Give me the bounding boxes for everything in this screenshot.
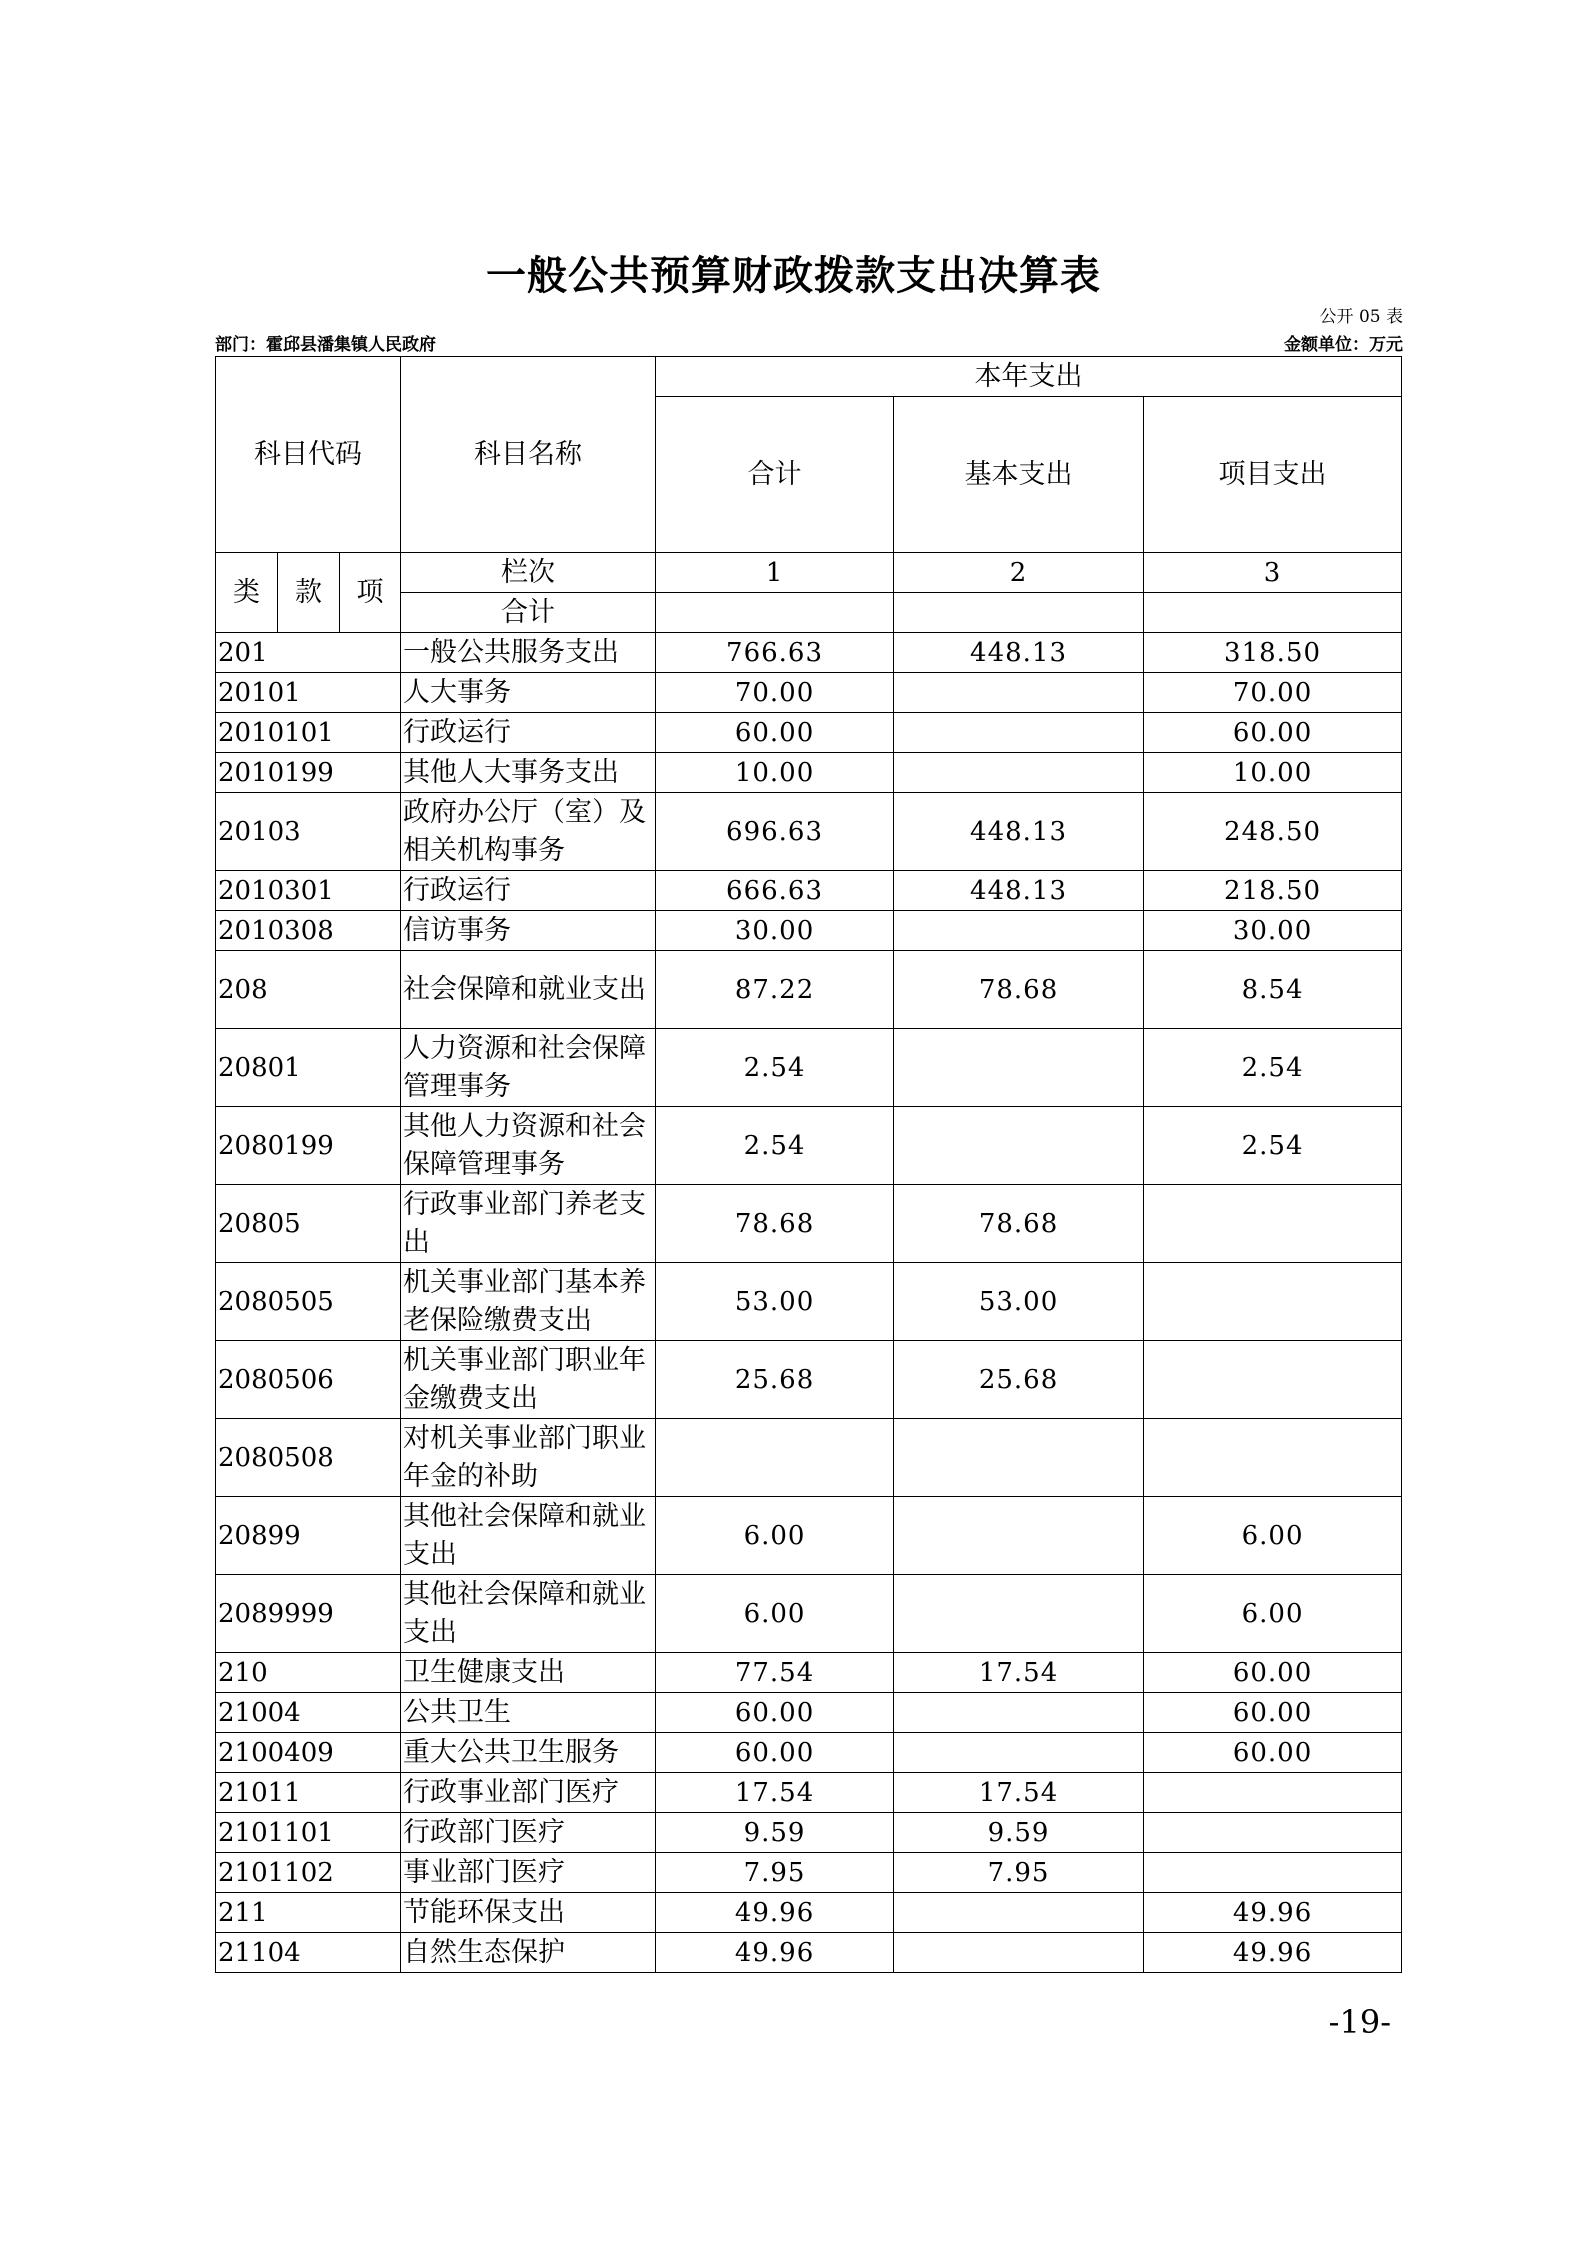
row-project: 60.00 [1144, 1653, 1402, 1693]
row-project [1144, 1813, 1402, 1853]
header-code: 科目代码 [216, 357, 401, 553]
row-basic: 25.68 [894, 1341, 1144, 1419]
table-row [216, 793, 1402, 871]
row-name: 人大事务 [401, 673, 656, 713]
header-xiang: 项 [340, 553, 401, 633]
row-code: 21011 [216, 1773, 401, 1813]
row-name: 行政部门医疗 [401, 1813, 656, 1853]
row-total: 60.00 [656, 1693, 894, 1733]
row-code: 2080508 [216, 1419, 401, 1497]
row-total: 10.00 [656, 753, 894, 793]
header-year-expense: 本年支出 [656, 357, 1402, 397]
row-project: 218.50 [1144, 871, 1402, 911]
row-name: 行政事业部门医疗 [401, 1773, 656, 1813]
row-basic [894, 1733, 1144, 1773]
row-basic: 17.54 [894, 1653, 1144, 1693]
column-1: 1 [656, 553, 894, 593]
header-project: 项目支出 [1144, 397, 1402, 553]
row-name: 卫生健康支出 [401, 1653, 656, 1693]
row-name: 公共卫生 [401, 1693, 656, 1733]
row-name: 社会保障和就业支出 [401, 951, 656, 1029]
table-row [216, 1653, 1402, 1693]
row-basic [894, 673, 1144, 713]
table-row [216, 1107, 1402, 1185]
row-project: 60.00 [1144, 1733, 1402, 1773]
row-code: 2080199 [216, 1107, 401, 1185]
column-label: 栏次 [401, 553, 656, 593]
row-code: 2101102 [216, 1853, 401, 1893]
row-project: 60.00 [1144, 1693, 1402, 1733]
table-row [216, 871, 1402, 911]
header-name: 科目名称 [401, 357, 656, 553]
row-code: 20805 [216, 1185, 401, 1263]
row-basic [894, 1107, 1144, 1185]
table-row [216, 713, 1402, 753]
department-label: 部门：霍邱县潘集镇人民政府 [215, 335, 436, 355]
row-name: 政府办公厅（室）及相关机构事务 [401, 793, 656, 871]
row-code: 208 [216, 951, 401, 1029]
column-3: 3 [1144, 553, 1402, 593]
row-project: 49.96 [1144, 1893, 1402, 1933]
row-project: 2.54 [1144, 1107, 1402, 1185]
row-total: 60.00 [656, 713, 894, 753]
row-basic [894, 1419, 1144, 1497]
row-total: 25.68 [656, 1341, 894, 1419]
form-number: 公开 05 表 [1319, 307, 1403, 327]
row-name: 其他人大事务支出 [401, 753, 656, 793]
row-basic: 448.13 [894, 793, 1144, 871]
row-name: 事业部门医疗 [401, 1853, 656, 1893]
row-project: 318.50 [1144, 633, 1402, 673]
row-name: 机关事业部门基本养老保险缴费支出 [401, 1263, 656, 1341]
table-row [216, 1497, 1402, 1575]
table-row [216, 1933, 1402, 1973]
header-kuan: 款 [278, 553, 340, 633]
row-basic [894, 1893, 1144, 1933]
row-total: 53.00 [656, 1263, 894, 1341]
table-row [216, 1733, 1402, 1773]
row-name: 对机关事业部门职业年金的补助 [401, 1419, 656, 1497]
row-project: 2.54 [1144, 1029, 1402, 1107]
row-total: 766.63 [656, 633, 894, 673]
row-total: 6.00 [656, 1497, 894, 1575]
row-project: 8.54 [1144, 951, 1402, 1029]
row-code: 20899 [216, 1497, 401, 1575]
row-project: 10.00 [1144, 753, 1402, 793]
row-basic: 78.68 [894, 951, 1144, 1029]
table-row [216, 673, 1402, 713]
row-code: 2101101 [216, 1813, 401, 1853]
row-project: 60.00 [1144, 713, 1402, 753]
row-total: 49.96 [656, 1893, 894, 1933]
table-row [216, 1575, 1402, 1653]
table-row [216, 1813, 1402, 1853]
row-name: 其他社会保障和就业支出 [401, 1497, 656, 1575]
row-code: 2010301 [216, 871, 401, 911]
row-basic [894, 1933, 1144, 1973]
row-basic: 78.68 [894, 1185, 1144, 1263]
table-row [216, 753, 1402, 793]
unit-label: 金额单位：万元 [1284, 335, 1403, 355]
column-2: 2 [894, 553, 1144, 593]
table-row [216, 1419, 1402, 1497]
row-code: 211 [216, 1893, 401, 1933]
row-total: 70.00 [656, 673, 894, 713]
table-row [216, 1341, 1402, 1419]
row-basic [894, 1575, 1144, 1653]
sum-basic [894, 593, 1144, 633]
row-name: 机关事业部门职业年金缴费支出 [401, 1341, 656, 1419]
row-basic [894, 753, 1144, 793]
row-total: 2.54 [656, 1029, 894, 1107]
row-basic [894, 1029, 1144, 1107]
row-total: 696.63 [656, 793, 894, 871]
row-project: 49.96 [1144, 1933, 1402, 1973]
row-project: 248.50 [1144, 793, 1402, 871]
row-code: 2010308 [216, 911, 401, 951]
row-name: 自然生态保护 [401, 1933, 656, 1973]
row-basic [894, 713, 1144, 753]
table-row [216, 1263, 1402, 1341]
row-name: 其他人力资源和社会保障管理事务 [401, 1107, 656, 1185]
sum-total [656, 593, 894, 633]
row-project [1144, 1185, 1402, 1263]
row-basic: 17.54 [894, 1773, 1144, 1813]
sum-project [1144, 593, 1402, 633]
row-total: 30.00 [656, 911, 894, 951]
header-total: 合计 [656, 397, 894, 553]
row-total: 49.96 [656, 1933, 894, 1973]
row-name: 行政运行 [401, 871, 656, 911]
row-basic: 53.00 [894, 1263, 1144, 1341]
row-basic: 448.13 [894, 871, 1144, 911]
row-basic: 7.95 [894, 1853, 1144, 1893]
row-name: 行政事业部门养老支出 [401, 1185, 656, 1263]
row-basic [894, 1693, 1144, 1733]
row-project [1144, 1263, 1402, 1341]
row-project: 70.00 [1144, 673, 1402, 713]
row-name: 信访事务 [401, 911, 656, 951]
row-name: 一般公共服务支出 [401, 633, 656, 673]
row-total: 9.59 [656, 1813, 894, 1853]
row-code: 2089999 [216, 1575, 401, 1653]
row-project [1144, 1341, 1402, 1419]
row-code: 20801 [216, 1029, 401, 1107]
table-row [216, 1773, 1402, 1813]
row-basic [894, 911, 1144, 951]
table-row [216, 1693, 1402, 1733]
row-code: 20103 [216, 793, 401, 871]
row-code: 2080506 [216, 1341, 401, 1419]
row-project: 6.00 [1144, 1575, 1402, 1653]
row-total: 666.63 [656, 871, 894, 911]
row-project: 6.00 [1144, 1497, 1402, 1575]
table-row [216, 911, 1402, 951]
expenditure-table [215, 356, 1402, 1973]
row-project [1144, 1853, 1402, 1893]
table-row [216, 633, 1402, 673]
row-basic: 9.59 [894, 1813, 1144, 1853]
row-name: 行政运行 [401, 713, 656, 753]
page-title: 一般公共预算财政拨款支出决算表 [486, 253, 1101, 299]
row-name: 其他社会保障和就业支出 [401, 1575, 656, 1653]
row-code: 201 [216, 633, 401, 673]
row-total: 2.54 [656, 1107, 894, 1185]
row-total: 78.68 [656, 1185, 894, 1263]
table-row [216, 951, 1402, 1029]
row-total: 60.00 [656, 1733, 894, 1773]
row-project [1144, 1773, 1402, 1813]
row-project: 30.00 [1144, 911, 1402, 951]
row-name: 重大公共卫生服务 [401, 1733, 656, 1773]
row-code: 21104 [216, 1933, 401, 1973]
row-basic: 448.13 [894, 633, 1144, 673]
row-name: 人力资源和社会保障管理事务 [401, 1029, 656, 1107]
header-lei: 类 [216, 553, 278, 633]
row-project [1144, 1419, 1402, 1497]
row-code: 2100409 [216, 1733, 401, 1773]
row-name: 节能环保支出 [401, 1893, 656, 1933]
row-code: 2010199 [216, 753, 401, 793]
row-code: 21004 [216, 1693, 401, 1733]
page-number: -19- [1328, 2003, 1391, 2041]
row-total: 77.54 [656, 1653, 894, 1693]
row-total: 17.54 [656, 1773, 894, 1813]
row-total: 87.22 [656, 951, 894, 1029]
row-code: 210 [216, 1653, 401, 1693]
table-row [216, 1029, 1402, 1107]
row-code: 20101 [216, 673, 401, 713]
row-basic [894, 1497, 1144, 1575]
row-total [656, 1419, 894, 1497]
row-total: 6.00 [656, 1575, 894, 1653]
table-row [216, 1853, 1402, 1893]
row-total: 7.95 [656, 1853, 894, 1893]
row-code: 2010101 [216, 713, 401, 753]
table-row [216, 1185, 1402, 1263]
header-basic: 基本支出 [894, 397, 1144, 553]
sum-label: 合计 [401, 593, 656, 633]
table-row [216, 1893, 1402, 1933]
row-code: 2080505 [216, 1263, 401, 1341]
